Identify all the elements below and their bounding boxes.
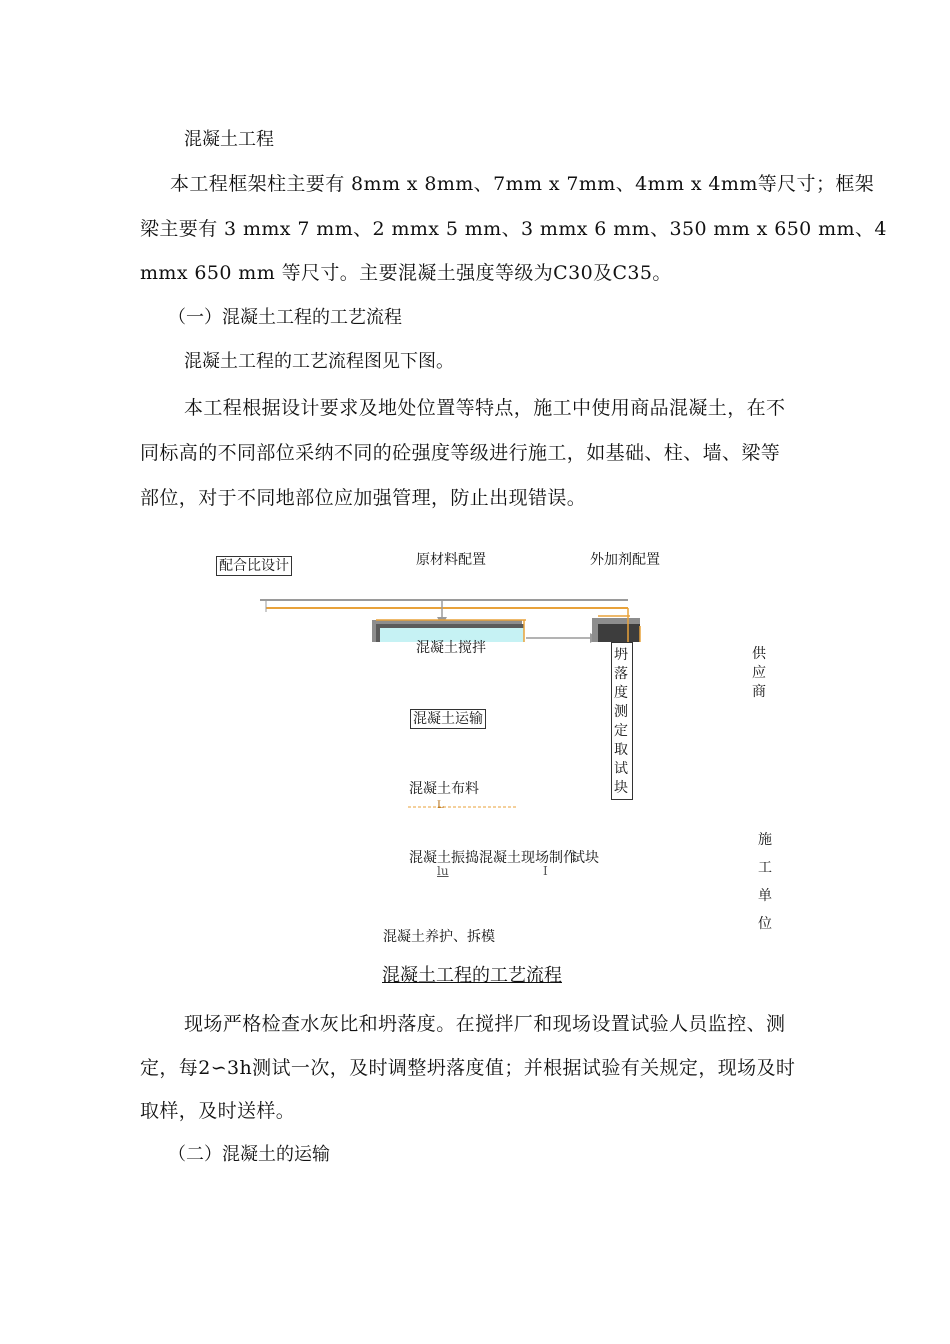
para4-line-1: 现场严格检查水灰比和坍落度。在搅拌厂和现场设置试验人员监控、测	[184, 1013, 786, 1035]
supplier-label: 供应商	[752, 646, 766, 700]
slump-test-label: 坍落度测定取试块	[614, 647, 628, 796]
para1-line-3: mmx 650 mm 等尺寸。主要混凝土强度等级为C30及C35。	[140, 262, 672, 284]
transport-box: 混凝土运输	[410, 709, 486, 729]
para2: 混凝土工程的工艺流程图见下图。	[184, 351, 454, 372]
admixture-label: 外加剂配置	[590, 552, 660, 568]
para3-line-2: 同标高的不同部位采纳不同的砼强度等级进行施工，如基础、柱、墙、梁等	[140, 442, 781, 464]
sub1-heading: （一）混凝土工程的工艺流程	[168, 307, 402, 328]
mix-design-box: 配合比设计	[216, 556, 292, 576]
raw-material-label: 原材料配置	[416, 552, 486, 568]
placing-label: 混凝土布料	[409, 781, 479, 797]
para3-line-3: 部位，对于不同地部位应加强管理，防止出现错误。	[140, 487, 587, 509]
vibrate-label: 混凝土振捣混凝土现场制作	[409, 850, 577, 866]
contractor-label: 施工单位	[758, 832, 772, 932]
vibrate-overlap-text: 试块	[571, 850, 599, 866]
para1-line-1: 本工程框架柱主要有 8mm x 8mm、7mm x 7mm、4mm x 4mm等尺寸；框架	[170, 173, 875, 195]
para3-line-1: 本工程根据设计要求及地处位置等特点，施工中使用商品混凝土，在不	[184, 397, 786, 419]
para1-line-2: 梁主要有 3 mmx 7 mm、2 mmx 5 mm、3 mmx 6 mm、350 mm x 650 mm、4	[140, 218, 887, 240]
curing-label: 混凝土养护、拆模	[383, 929, 495, 945]
vibrate-mark-right: I	[543, 864, 548, 878]
vibrate-mark-left: lu	[437, 864, 449, 878]
para4-line-3: 取样，及时送样。	[140, 1100, 296, 1122]
slump-box-shadow-dark	[598, 624, 640, 642]
figure-caption: 混凝土工程的工艺流程	[382, 965, 562, 986]
para4-line-2: 定，每2∽3h测试一次，及时调整坍落度值；并根据试验有关规定，现场及时	[140, 1057, 796, 1079]
section-title: 混凝土工程	[184, 129, 274, 150]
placing-mark: L	[437, 800, 444, 811]
mixing-label: 混凝土搅拌	[416, 640, 486, 656]
sub2-heading: （二）混凝土的运输	[168, 1144, 330, 1165]
